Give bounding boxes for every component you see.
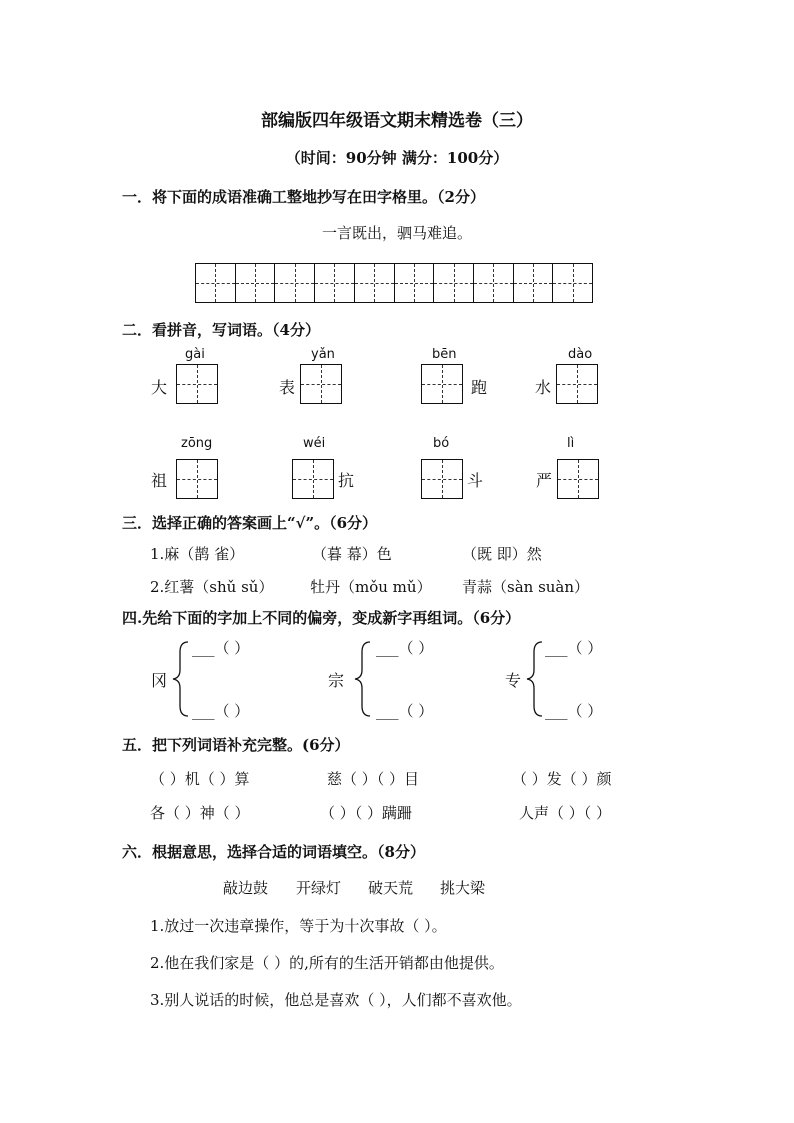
given-char: 严: [536, 471, 553, 490]
answer-box[interactable]: [421, 364, 463, 404]
given-char: 斗: [467, 471, 484, 490]
section-3-heading: 三．选择正确的答案画上“√”。（6分）: [122, 514, 378, 532]
choice-item[interactable]: 牡丹（mǒu mǔ）: [310, 578, 432, 596]
answer-blank[interactable]: ___（ ）: [545, 639, 603, 657]
question-2[interactable]: 2.他在我们家是（ ）的,所有的生活开销都由他提供。: [150, 954, 504, 972]
page-title: 部编版四年级语文期末精选卷（三）: [261, 111, 533, 131]
grid-cell[interactable]: [355, 264, 395, 302]
idiom-text: 一言既出，驷马难追。: [321, 224, 472, 242]
choice-item[interactable]: （既 即）然: [462, 545, 542, 563]
grid-cell[interactable]: [315, 264, 355, 302]
pinyin-label: bēn: [432, 347, 457, 362]
answer-box[interactable]: [176, 459, 218, 499]
answer-box[interactable]: [556, 364, 598, 404]
pinyin-label: lì: [567, 436, 575, 451]
tianzige-grid[interactable]: [195, 263, 593, 303]
pinyin-label: dào: [568, 347, 593, 362]
answer-box[interactable]: [292, 459, 334, 499]
given-char: 跑: [471, 378, 488, 397]
word-option: 开绿灯: [296, 879, 342, 897]
grid-cell[interactable]: [474, 264, 514, 302]
choice-item[interactable]: （暮 幕）色: [312, 545, 392, 563]
answer-blank[interactable]: ___（ ）: [376, 639, 434, 657]
word-option: 挑大梁: [440, 879, 486, 897]
base-char: 冈: [151, 671, 168, 690]
word-option: 敲边鼓: [223, 879, 269, 897]
grid-cell[interactable]: [275, 264, 315, 302]
brace-icon: [524, 640, 546, 718]
fill-item[interactable]: 人声（ ）（ ）: [519, 804, 612, 822]
grid-cell[interactable]: [434, 264, 474, 302]
given-char: 水: [535, 378, 552, 397]
word-option: 破天荒: [368, 879, 414, 897]
grid-cell[interactable]: [514, 264, 554, 302]
choice-item[interactable]: 青蒜（sàn suàn）: [462, 578, 590, 596]
section-1-heading: 一．将下面的成语准确工整地抄写在田字格里。（2分）: [122, 188, 485, 206]
given-char: 抗: [338, 471, 355, 490]
given-char: 表: [279, 378, 296, 397]
section-5-heading: 五．把下列词语补充完整。(6分）: [122, 736, 350, 754]
fill-item[interactable]: （ ）机（ ）算: [150, 770, 250, 788]
pinyin-label: gài: [185, 347, 205, 362]
given-char: 祖: [151, 471, 168, 490]
brace-icon: [170, 640, 192, 718]
section-2-heading: 二．看拼音，写词语。（4分）: [122, 321, 320, 339]
answer-blank[interactable]: ___（ ）: [192, 639, 250, 657]
section-6-heading: 六．根据意思，选择合适的词语填空。（8分）: [122, 843, 425, 861]
question-1[interactable]: 1.放过一次违章操作，等于为十次事故（ ）。: [150, 917, 447, 935]
exam-info: （时间：90分钟 满分：100分）: [285, 149, 509, 167]
pinyin-label: bó: [433, 436, 450, 451]
grid-cell[interactable]: [553, 264, 592, 302]
base-char: 专: [505, 671, 522, 690]
choice-item[interactable]: 2.红薯（shǔ sǔ）: [150, 578, 274, 596]
grid-cell[interactable]: [395, 264, 435, 302]
pinyin-label: zōng: [181, 436, 213, 451]
grid-cell[interactable]: [236, 264, 276, 302]
answer-box[interactable]: [176, 364, 218, 404]
fill-item[interactable]: （ ）（ ）蹒跚: [320, 804, 413, 822]
given-char: 大: [151, 378, 168, 397]
answer-box[interactable]: [300, 364, 342, 404]
question-3[interactable]: 3.别人说话的时候，他总是喜欢（ ），人们都不喜欢他。: [150, 991, 522, 1009]
fill-item[interactable]: 各（ ）神（ ）: [150, 804, 250, 822]
answer-blank[interactable]: ___（ ）: [545, 702, 603, 720]
grid-cell[interactable]: [196, 264, 236, 302]
answer-blank[interactable]: ___（ ）: [376, 702, 434, 720]
answer-box[interactable]: [557, 459, 599, 499]
pinyin-label: yǎn: [311, 347, 335, 362]
base-char: 宗: [328, 671, 345, 690]
pinyin-label: wéi: [303, 436, 326, 451]
brace-icon: [352, 640, 374, 718]
fill-item[interactable]: （ ）发（ ）颜: [512, 770, 612, 788]
section-4-heading: 四.先给下面的字加上不同的偏旁，变成新字再组词。（6分）: [122, 609, 521, 627]
answer-box[interactable]: [421, 459, 463, 499]
answer-blank[interactable]: ___（ ）: [192, 702, 250, 720]
fill-item[interactable]: 慈（ ）（ ）目: [327, 770, 420, 788]
choice-item[interactable]: 1.麻（鹊 雀）: [150, 545, 245, 563]
